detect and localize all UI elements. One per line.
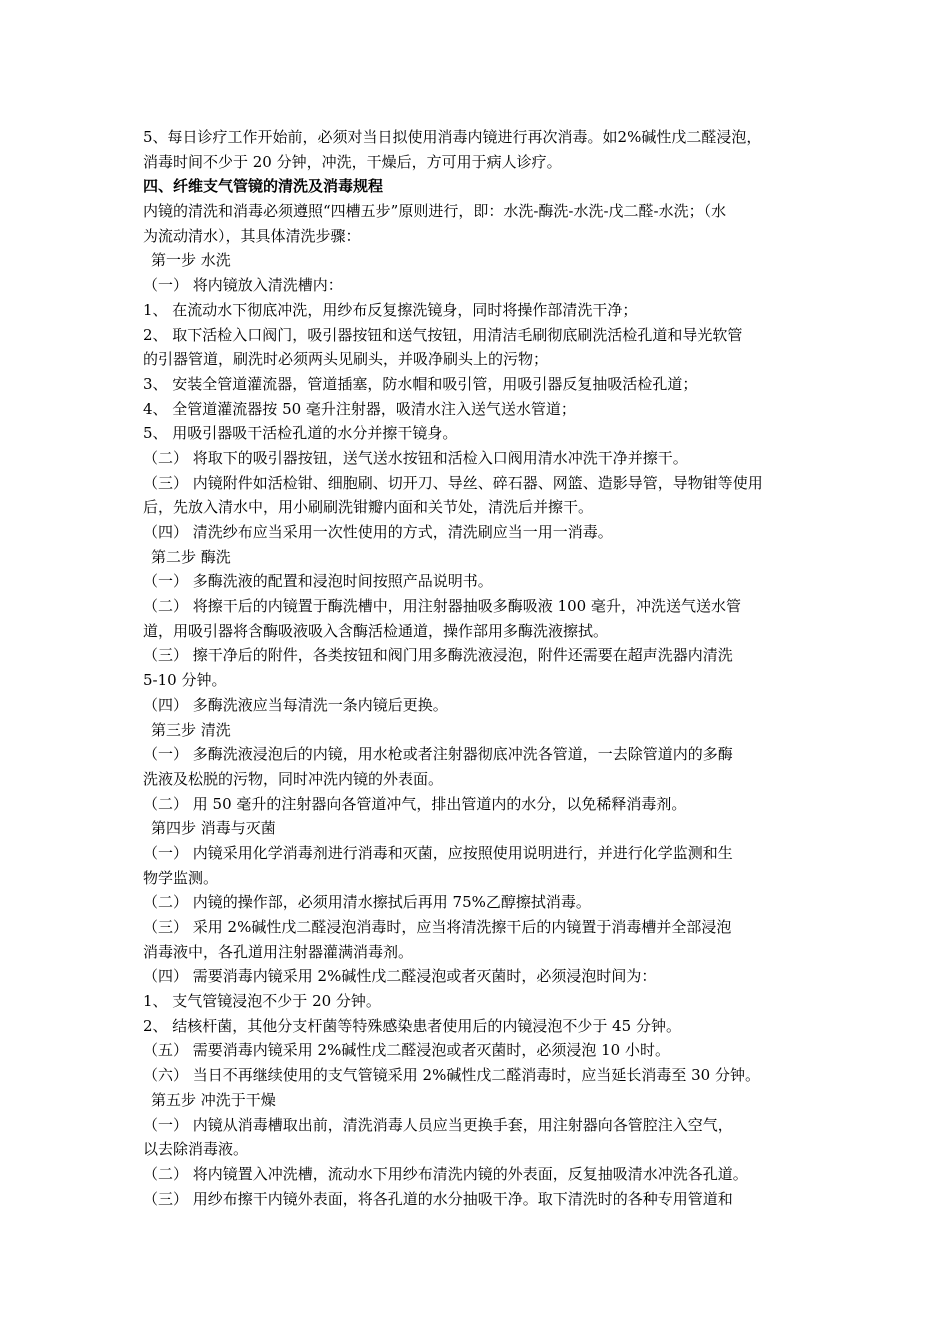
text-line: 以去除消毒液。 [143, 1140, 249, 1159]
text-line: 5-10 分钟。 [143, 671, 227, 690]
text-line: 1、 支气管镜浸泡不少于 20 分钟。 [143, 992, 381, 1011]
section-heading: 四、纤维支气管镜的清洗及消毒规程 [143, 177, 384, 196]
text-line: （四） 多酶洗液应当每清洗一条内镜后更换。 [143, 695, 448, 714]
text-line: （三） 擦干净后的附件，各类按钮和阀门用多酶洗液浸泡，附件还需要在超声洗器内清洗 [143, 646, 733, 665]
document-body [143, 125, 815, 1211]
text-line: （二） 将擦干后的内镜置于酶洗槽中，用注射器抽吸多酶吸液 100 毫升，冲洗送气送水管 [143, 597, 741, 616]
text-line: （二） 内镜的操作部，必须用清水擦拭后再用 75%乙醇擦拭消毒。 [143, 893, 591, 912]
step-heading: 第二步 酶洗 [151, 547, 231, 566]
text-line: 为流动清水），其具体清洗步骤： [143, 226, 361, 245]
text-line: 5、 用吸引器吸干活检孔道的水分并擦干镜身。 [143, 424, 458, 443]
text-line: （三） 用纱布擦干内镜外表面，将各孔道的水分抽吸干净。取下清洗时的各种专用管道和 [143, 1189, 733, 1208]
text-line: （二） 用 50 毫升的注射器向各管道冲气，排出管道内的水分，以免稀释消毒剂。 [143, 794, 687, 813]
step-heading: 第三步 清洗 [151, 720, 231, 739]
text-line: 后，先放入清水中，用小刷刷洗钳瓣内面和关节处，清洗后并擦干。 [143, 498, 594, 517]
text-line: 2、 结核杆菌，其他分支杆菌等特殊感染患者使用后的内镜浸泡不少于 45 分钟。 [143, 1016, 681, 1035]
text-line: 内镜的清洗和消毒必须遵照“四槽五步”原则进行，即：水洗-酶洗-水洗-戊二醛-水洗；（水 [143, 202, 727, 221]
text-line: （二） 将取下的吸引器按钮，送气送水按钮和活检入口阀用清水冲洗干净并擦干。 [143, 448, 688, 467]
text-line: 洗液及松脱的污物，同时冲洗内镜的外表面。 [143, 769, 444, 788]
text-line: 4、 全管道灌流器按 50 毫升注射器，吸清水注入送气送水管道； [143, 399, 576, 418]
step-heading: 第四步 消毒与灭菌 [151, 819, 276, 838]
text-line: 3、 安装全管道灌流器，管道插塞，防水帽和吸引管，用吸引器反复抽吸活检孔道； [143, 374, 698, 393]
step-heading: 第五步 冲洗于干燥 [151, 1090, 276, 1109]
text-line: （一） 内镜采用化学消毒剂进行消毒和灭菌，应按照使用说明进行，并进行化学监测和生 [143, 843, 733, 862]
text-line: （六） 当日不再继续使用的支气管镜采用 2%碱性戊二醛消毒时，应当延长消毒至 30 分钟。 [143, 1066, 760, 1085]
text-line: 2、 取下活检入口阀门，吸引器按钮和送气按钮，用清洁毛刷彻底刷洗活检孔道和导光软管 [143, 325, 743, 344]
text-line: 1、 在流动水下彻底冲洗，用纱布反复擦洗镜身，同时将操作部清洗干净； [143, 300, 638, 319]
text-line: 消毒时间不少于 20 分钟，冲洗，干燥后，方可用于病人诊疗。 [143, 152, 562, 171]
text-line: （一） 将内镜放入清洗槽内： [143, 276, 343, 295]
text-line: （五） 需要消毒内镜采用 2%碱性戊二醛浸泡或者灭菌时，必须浸泡 10 小时。 [143, 1041, 670, 1060]
text-line: （三） 内镜附件如活检钳、细胞刷、切开刀、导丝、碎石器、网篮、造影导管，导物钳等使用 [143, 473, 763, 492]
text-line: （三） 采用 2%碱性戊二醛浸泡消毒时，应当将清洗擦干后的内镜置于消毒槽并全部浸泡 [143, 918, 732, 936]
text-line: 物学监测。 [143, 868, 219, 887]
text-line: （一） 内镜从消毒槽取出前，清洗消毒人员应当更换手套，用注射器向各管腔注入空气， [143, 1115, 733, 1134]
text-line: （四） 需要消毒内镜采用 2%碱性戊二醛浸泡或者灭菌时，必须浸泡时间为： [143, 967, 657, 986]
text-line: 消毒液中，各孔道用注射器灌满消毒剂。 [143, 942, 414, 961]
text-line: 5、每日诊疗工作开始前，必须对当日拟使用消毒内镜进行再次消毒。如2%碱性戊二醛浸泡， [143, 128, 762, 146]
text-line: 道，用吸引器将含酶吸液吸入含酶活检通道，操作部用多酶洗液擦拭。 [143, 621, 609, 640]
text-line: （一） 多酶洗液浸泡后的内镜，用水枪或者注射器彻底冲洗各管道，一去除管道内的多酶 [143, 745, 733, 764]
text-line: 的引器管道，刷洗时必须两头见刷头，并吸净刷头上的污物； [143, 350, 549, 369]
text-line: （四） 清洗纱布应当采用一次性使用的方式，清洗刷应当一用一消毒。 [143, 523, 613, 541]
step-heading: 第一步 水洗 [151, 251, 231, 270]
text-line: （二） 将内镜置入冲洗槽，流动水下用纱布清洗内镜的外表面，反复抽吸清水冲洗各孔道。 [143, 1164, 748, 1183]
text-line: （一） 多酶洗液的配置和浸泡时间按照产品说明书。 [143, 572, 493, 591]
